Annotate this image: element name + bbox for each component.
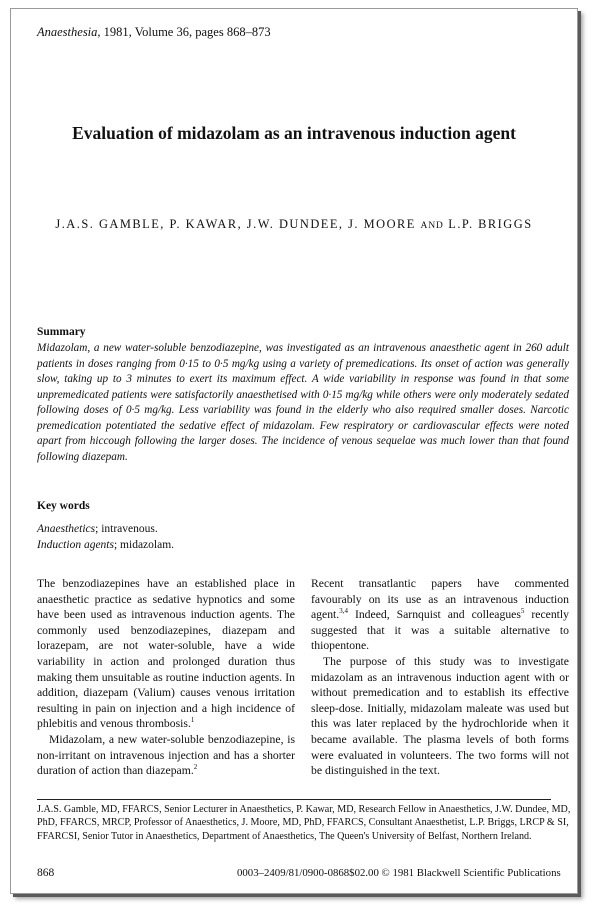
- reference-marker: 2: [193, 763, 198, 772]
- keywords-heading: Key words: [37, 500, 90, 512]
- summary-text: Midazolam, a new water-soluble benzodiazepine, was investigated as an intravenous anaesthetic agent in 260 adult patients in doses ranging from 0·15 to 0·5 mg/kg using a variety of premedications. Its onset of action was generally slow, taking up to 3 minutes to exert its maximum effect. A wide variability in response was found in that some unpremedicated patients were satisfactorily anaesthetised with 0·15 mg/kg while others were only moderately sedated following doses of 0·5 mg/kg. Less variability was found in the elderly who also required smaller doses. Narcotic premedication potentiated the sedative effect of midazolam. Few respiratory or cardiovascular effects were noted apart from hiccough following the larger doses. The incidence of venous sequelae was much lower than that found following diazepam.: [37, 342, 569, 463]
- keyword-term: Induction agents: [37, 539, 114, 551]
- summary-heading: Summary: [37, 326, 86, 338]
- journal-name: Anaesthesia: [37, 25, 98, 39]
- body-paragraph: Midazolam, a new water-soluble benzodiazepine, is non-irritant on intravenous injection and has a shorter duration of action than diazepam.$^2$: [37, 732, 295, 778]
- author-conjunction: AND: [420, 220, 444, 231]
- page-number: 868: [37, 867, 55, 879]
- author-last: L.P. BRIGGS: [448, 217, 533, 231]
- paper-page: [10, 8, 578, 894]
- keyword-qualifier: ; midazolam.: [113, 539, 175, 551]
- reference-marker: 5: [520, 607, 525, 616]
- article-title: Evaluation of midazolam as an intravenous induction agent: [72, 123, 516, 143]
- body-paragraph: The purpose of this study was to investigate midazolam as an intravenous induction agent with or without premedication and to establish its effective sleep-dose. Initially, midazolam maleate was used but this was later replaced by the hydrochloride when it became available. The plasma levels of both forms were evaluated in volunteers. The two forms will not be distinguished in the text.: [311, 654, 569, 778]
- reference-marker: 3,4: [339, 607, 348, 616]
- reference-marker: 1: [190, 716, 195, 725]
- author-list: [11, 217, 577, 232]
- author-names: J.A.S. GAMBLE, P. KAWAR, J.W. DUNDEE, J. MOORE: [55, 217, 416, 231]
- body-column-left: [37, 576, 295, 779]
- issn-copyright: 0003–2409/81/0900-0868$02.00 © 1981 Blackwell Scientific Publications: [237, 867, 561, 879]
- body-column-right: [311, 576, 569, 779]
- journal-details: , 1981, Volume 36, pages 868–873: [97, 25, 271, 39]
- footnote-divider: [37, 799, 551, 800]
- keyword-item: [37, 539, 174, 551]
- body-paragraph: Recent transatlantic papers have commented favourably on its use as an intravenous induction agent.$^{3,4}$ Indeed, Sarnquist and colleagues$^5$ recently suggested that it was a suitable alternative to thiopentone.: [311, 577, 570, 653]
- keyword-term: Anaesthetics: [37, 523, 96, 535]
- keyword-qualifier: ; intravenous.: [95, 523, 158, 535]
- keyword-item: [37, 523, 158, 535]
- journal-citation: [37, 25, 271, 40]
- author-affiliations: J.A.S. Gamble, MD, FFARCS, Senior Lecturer in Anaesthetics, P. Kawar, MD, Research Fellow in Anaesthetics, J.W. Dundee, MD, PhD, FFARCS, MRCP, Professor of Anaesthetics, J. Moore, MD, PhD, FFARCS, Consultant Anaesthetist, L.P. Briggs, LRCP & SI, FFARCSI, Senior Tutor in Anaesthetics, Department of Anaesthetics, The Queen's University of Belfast, Northern Ireland.: [37, 804, 571, 842]
- body-paragraph: The benzodiazepines have an established place in anaesthetic practice as sedative hypnotics and some have been used as intravenous induction agents. The commonly used benzodiazepines, diazepam and lorazepam, are not water-soluble, have a wide variability in action and prolonged duration thus making them unsuitable as routine induction agents. In addition, diazepam (Valium) causes venous irritation resulting in pain on injection and a high incidence of phlebitis and venous thrombosis.$^1$: [37, 577, 295, 731]
